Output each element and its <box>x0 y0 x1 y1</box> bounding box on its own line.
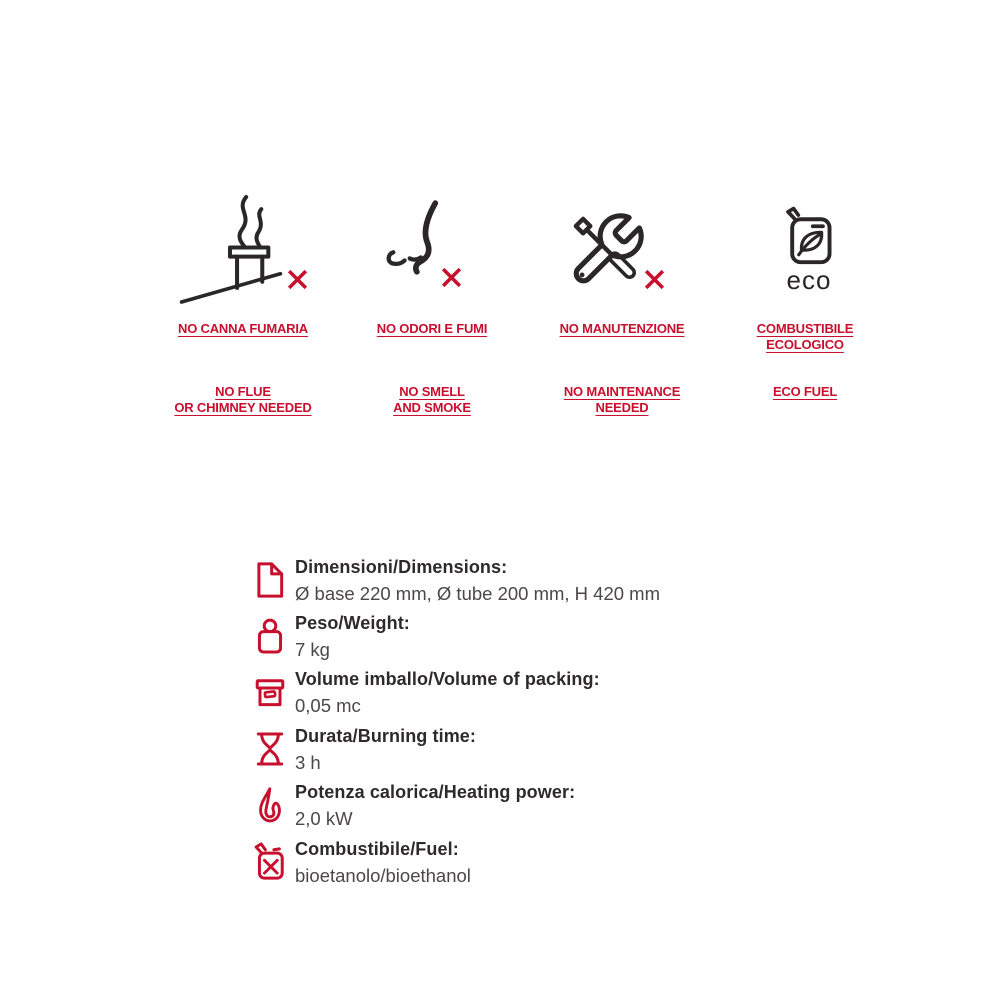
document-icon <box>250 560 290 600</box>
label-line: NO CANNA FUMARIA <box>178 321 308 336</box>
eco-caption: eco <box>786 265 832 295</box>
chimney-icon <box>175 189 287 305</box>
spec-text <box>295 554 770 607</box>
feature-label-italian <box>332 321 532 337</box>
features-section <box>0 185 1000 425</box>
spec-value: 7 kg <box>295 639 330 661</box>
spec-text <box>295 779 770 832</box>
spec-icon-wrap <box>250 560 295 600</box>
spec-value: 0,05 mc <box>295 695 361 717</box>
spec-label: Combustibile/Fuel: <box>295 838 459 859</box>
spec-text <box>295 836 770 889</box>
feature-no-smell <box>342 185 522 425</box>
feature-label-english <box>522 384 722 416</box>
label-line: NO SMELL <box>399 384 465 399</box>
specs-section <box>250 552 770 890</box>
feature-label-italian <box>143 321 343 337</box>
spec-row-packing-volume <box>250 665 770 721</box>
label-line: NO MANUTENZIONE <box>559 321 685 336</box>
feature-label-english <box>332 384 532 416</box>
spec-value: 3 h <box>295 751 321 773</box>
spec-value: Ø base 220 mm, Ø tube 200 mm, H 420 mm <box>295 582 661 604</box>
fuel-can-icon <box>250 838 290 886</box>
spec-label: Potenza calorica/Heating power: <box>295 782 576 803</box>
label-line: COMBUSTIBILE <box>756 321 854 336</box>
feature-eco-fuel <box>715 185 895 425</box>
cross-icon <box>439 265 464 290</box>
spec-icon-wrap <box>250 616 295 658</box>
spec-row-heating-power <box>250 778 770 834</box>
feature-label-italian <box>522 321 722 337</box>
label-line: OR CHIMNEY NEEDED <box>174 400 312 415</box>
spec-row-fuel <box>250 834 770 890</box>
feature-label-english <box>143 384 343 416</box>
spec-text <box>295 666 770 719</box>
eco-fuel-can-icon <box>781 206 837 268</box>
label-line: NEEDED <box>595 400 649 415</box>
spec-text <box>295 610 770 663</box>
feature-icon-box <box>532 185 712 313</box>
spec-text <box>295 723 770 776</box>
feature-label-english <box>705 384 905 400</box>
label-line: NO ODORI E FUMI <box>376 321 488 336</box>
spec-icon-wrap <box>250 728 295 770</box>
hourglass-icon <box>250 728 290 770</box>
label-line: AND SMOKE <box>393 400 471 415</box>
feature-no-chimney <box>153 185 333 425</box>
spec-row-burning-time <box>250 721 770 777</box>
spec-label: Peso/Weight: <box>295 613 410 634</box>
label-line: ECOLOGICO <box>766 337 844 352</box>
spec-label: Dimensioni/Dimensions: <box>295 556 508 577</box>
feature-label-italian <box>705 321 905 353</box>
spec-row-weight <box>250 608 770 664</box>
flame-icon <box>250 784 290 828</box>
feature-icon-box <box>153 185 333 313</box>
weight-icon <box>250 616 290 658</box>
spec-label: Volume imballo/Volume of packing: <box>295 669 600 690</box>
cross-icon <box>285 267 310 292</box>
spec-icon-wrap <box>250 838 295 886</box>
tools-icon <box>566 209 648 291</box>
feature-no-maintenance <box>532 185 712 425</box>
cross-icon <box>642 267 667 292</box>
spec-row-dimensions <box>250 552 770 608</box>
packing-box-icon <box>250 673 290 713</box>
spec-label: Durata/Burning time: <box>295 725 477 746</box>
label-line: NO FLUE <box>215 384 271 399</box>
spec-icon-wrap <box>250 673 295 713</box>
label-line: ECO FUEL <box>772 384 838 399</box>
label-line: NO MAINTENANCE <box>563 384 681 399</box>
spec-value: 2,0 kW <box>295 808 353 830</box>
spec-icon-wrap <box>250 784 295 828</box>
feature-icon-box <box>715 185 895 313</box>
feature-icon-box <box>342 185 522 313</box>
spec-value: bioetanolo/bioethanol <box>295 864 471 886</box>
